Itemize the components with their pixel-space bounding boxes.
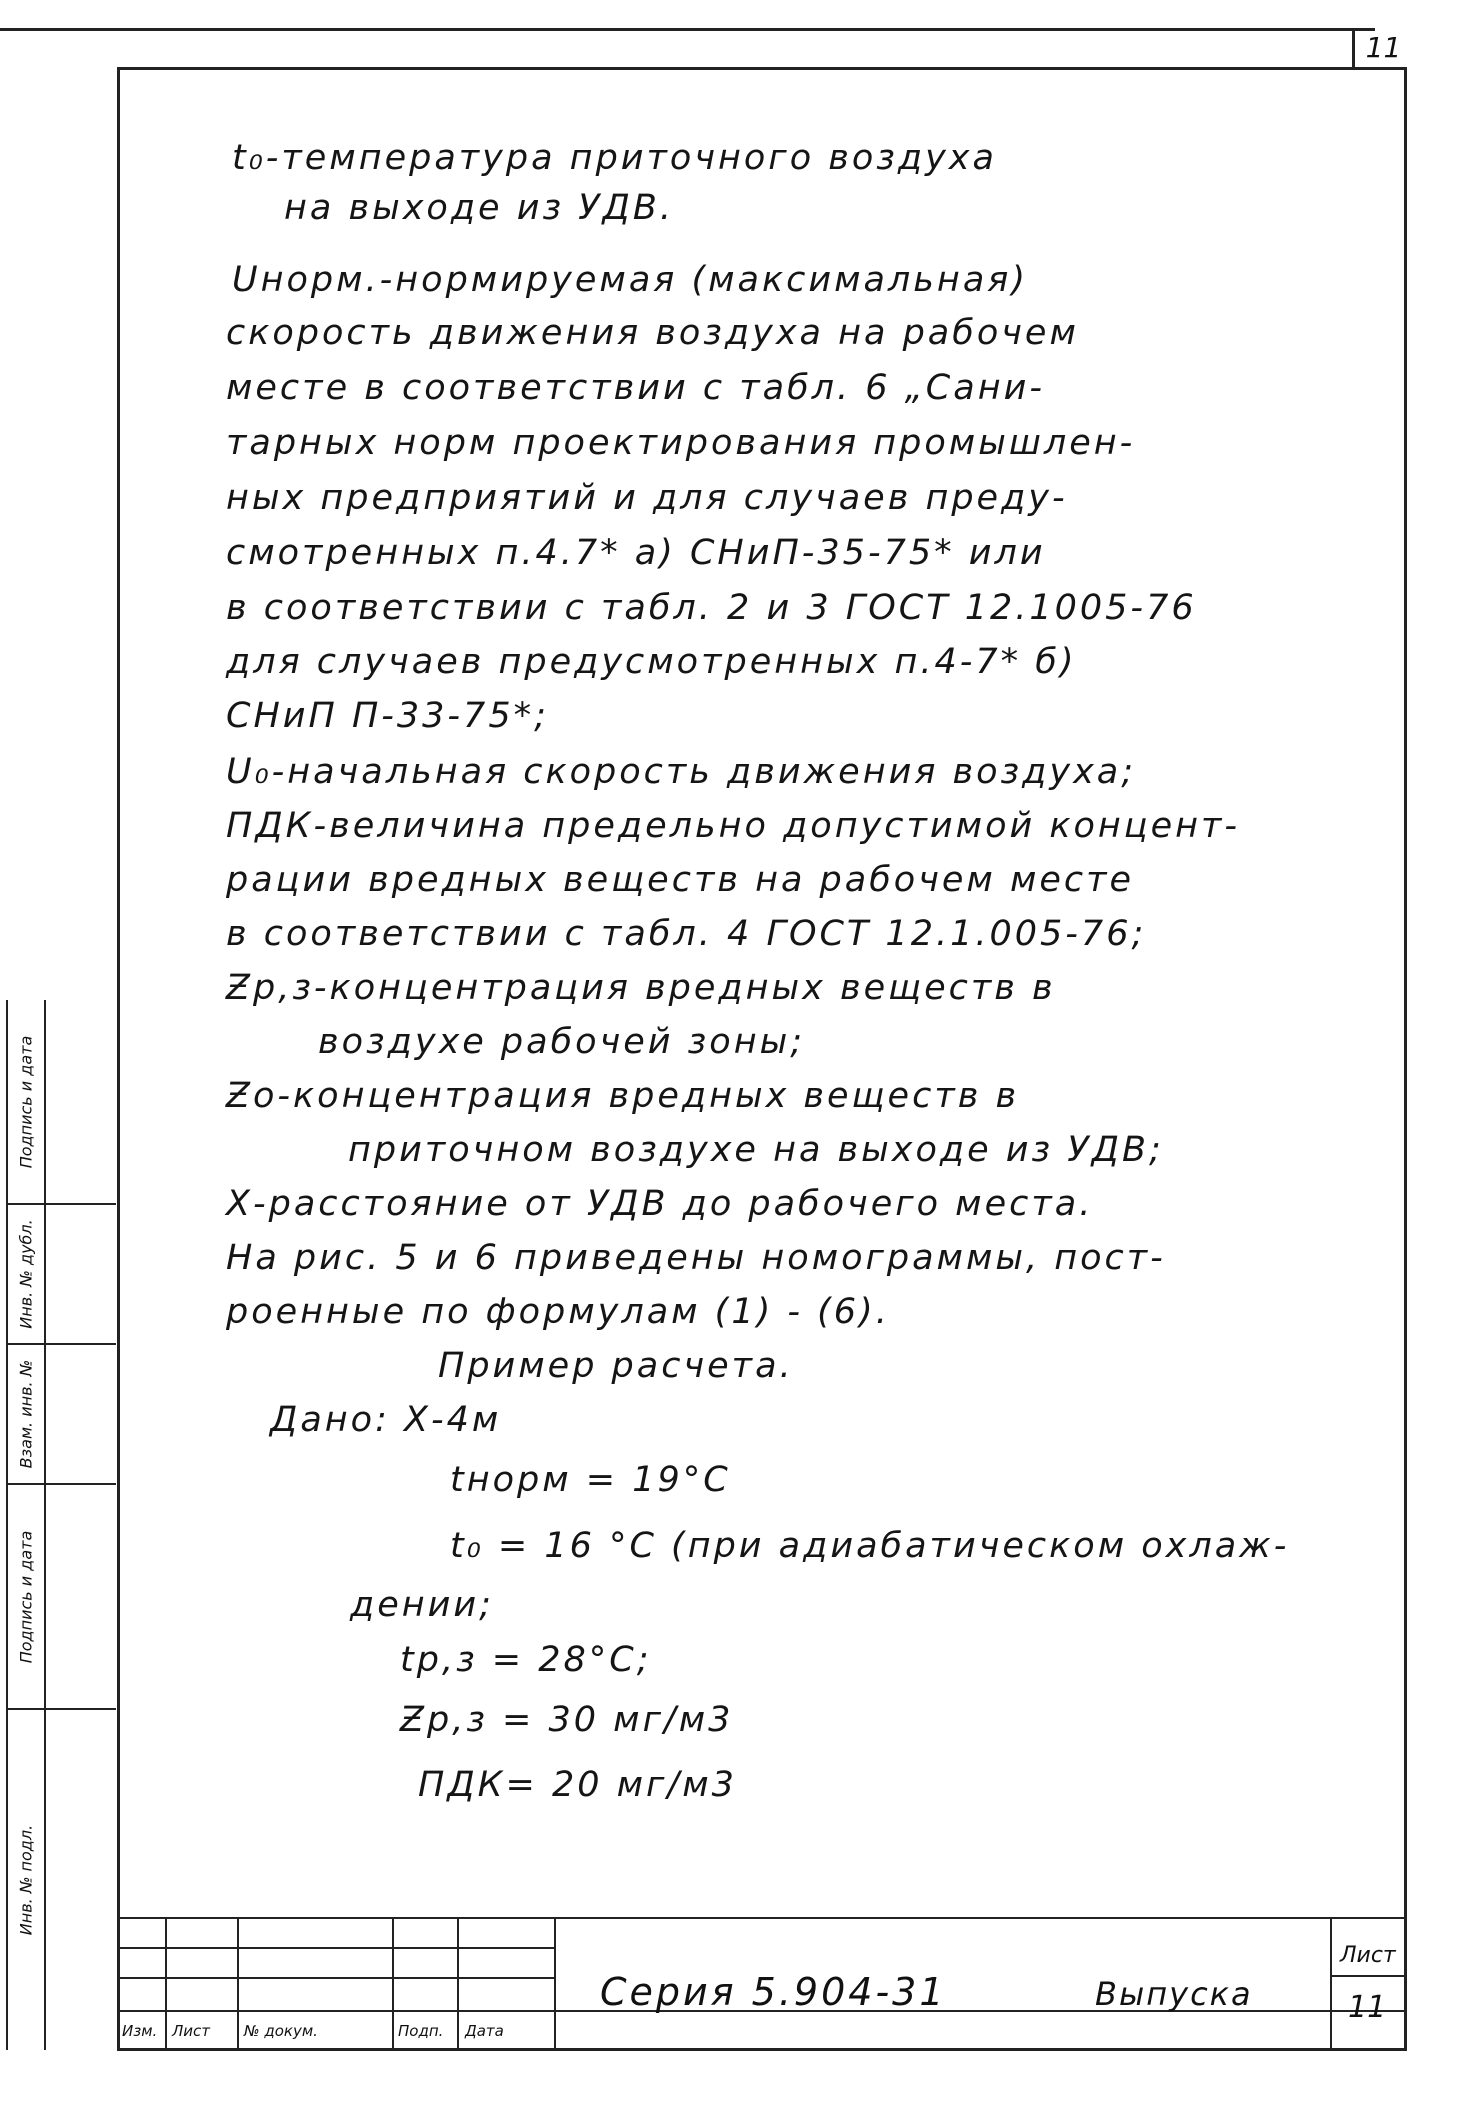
text-line: U₀-начальная скорость движения воздуха; <box>226 752 1137 792</box>
title-block-rule <box>1330 1975 1407 1977</box>
text-line: СНиП П-33-75*; <box>226 696 549 736</box>
sheet-label: Лист <box>1340 1943 1396 1968</box>
text-line: ПДК= 20 мг/м3 <box>418 1765 737 1805</box>
text-line: Ƶо-концентрация вредных веществ в <box>226 1076 1020 1116</box>
side-stamp-label: Взам. инв. № <box>16 1359 36 1469</box>
text-line: Uнорм.-нормируемая (максимальная) <box>232 260 1028 300</box>
stamp-col-list: Лист <box>172 2022 211 2040</box>
text-line: для случаев предусмотренных п.4-7* б) <box>226 642 1077 682</box>
text-line: Ƶр,з-концентрация вредных веществ в <box>226 968 1056 1008</box>
text-line: скорость движения воздуха на рабочем <box>226 313 1079 353</box>
page-number-top: 11 <box>1352 28 1412 68</box>
text-line: t₀ = 16 °С (при адиабатическом охлаж- <box>450 1526 1290 1566</box>
text-line: тарных норм проектирования промышлен- <box>226 423 1136 463</box>
text-line: дении; <box>350 1585 494 1625</box>
title-block-rule <box>117 1917 1407 1919</box>
side-stamp-cell <box>6 1485 116 1710</box>
title-block-divider <box>165 1917 167 2051</box>
text-line: ПДК-величина предельно допустимой концент- <box>226 806 1241 846</box>
title-block-divider <box>554 1917 556 2051</box>
text-line: Дано: Х-4м <box>270 1400 502 1440</box>
title-block-divider <box>392 1917 394 2051</box>
side-stamp-label: Подпись и дата <box>16 1530 36 1663</box>
text-line: Ƶр,з = 30 мг/м3 <box>400 1700 734 1740</box>
text-line: в соответствии с табл. 2 и 3 ГОСТ 12.1005-76 <box>226 588 1197 628</box>
text-line: месте в соответствии с табл. 6 „Сани- <box>226 368 1045 408</box>
text-line: tнорм = 19°С <box>450 1460 731 1500</box>
stamp-col-sign: Подп. <box>398 2022 444 2040</box>
text-line: в соответствии с табл. 4 ГОСТ 12.1.005-76; <box>226 914 1147 954</box>
text-line: приточном воздухе на выходе из УДВ; <box>348 1130 1164 1170</box>
side-stamp-cell <box>6 1205 116 1345</box>
text-line: на выходе из УДВ. <box>284 188 674 228</box>
text-line: t₀-температура приточного воздуха <box>232 138 997 178</box>
text-line: На рис. 5 и 6 приведены номограммы, пост- <box>226 1238 1166 1278</box>
title-block-divider <box>1330 1917 1332 2051</box>
text-line: ных предприятий и для случаев преду- <box>226 478 1068 518</box>
title-block-divider <box>457 1917 459 2051</box>
text-line: рации вредных веществ на рабочем месте <box>226 860 1135 900</box>
stamp-col-izm: Изм. <box>122 2022 158 2040</box>
side-stamp-cell <box>6 1000 116 1205</box>
title-block-divider <box>237 1917 239 2051</box>
stamp-col-doc: № докум. <box>244 2022 318 2040</box>
side-stamp-cell <box>6 1345 116 1485</box>
stamp-col-date: Дата <box>465 2022 504 2040</box>
side-stamp-label: Инв. № подл. <box>16 1824 36 1936</box>
issue-label: Выпуска <box>1095 1975 1253 2013</box>
side-stamp-label: Инв. № дубл. <box>16 1219 36 1329</box>
series-designation: Серия 5.904-31 <box>600 1970 947 2014</box>
top-border-line <box>0 28 1375 31</box>
title-block-rule <box>117 1977 554 1979</box>
text-line: tр,з = 28°С; <box>400 1640 652 1680</box>
side-stamp-cell <box>6 1710 116 2050</box>
side-stamp <box>6 1000 116 2050</box>
text-line: Пример расчета. <box>438 1346 794 1386</box>
text-line: Х-расстояние от УДВ до рабочего места. <box>226 1184 1094 1224</box>
text-line: роенные по формулам (1) - (6). <box>226 1292 890 1332</box>
sheet-number: 11 <box>1348 1990 1387 2025</box>
side-stamp-label: Подпись и дата <box>16 1035 36 1168</box>
title-block-rule <box>117 1947 554 1949</box>
text-line: смотренных п.4.7* а) СНиП-35-75* или <box>226 533 1046 573</box>
text-line: воздухе рабочей зоны; <box>318 1022 806 1062</box>
